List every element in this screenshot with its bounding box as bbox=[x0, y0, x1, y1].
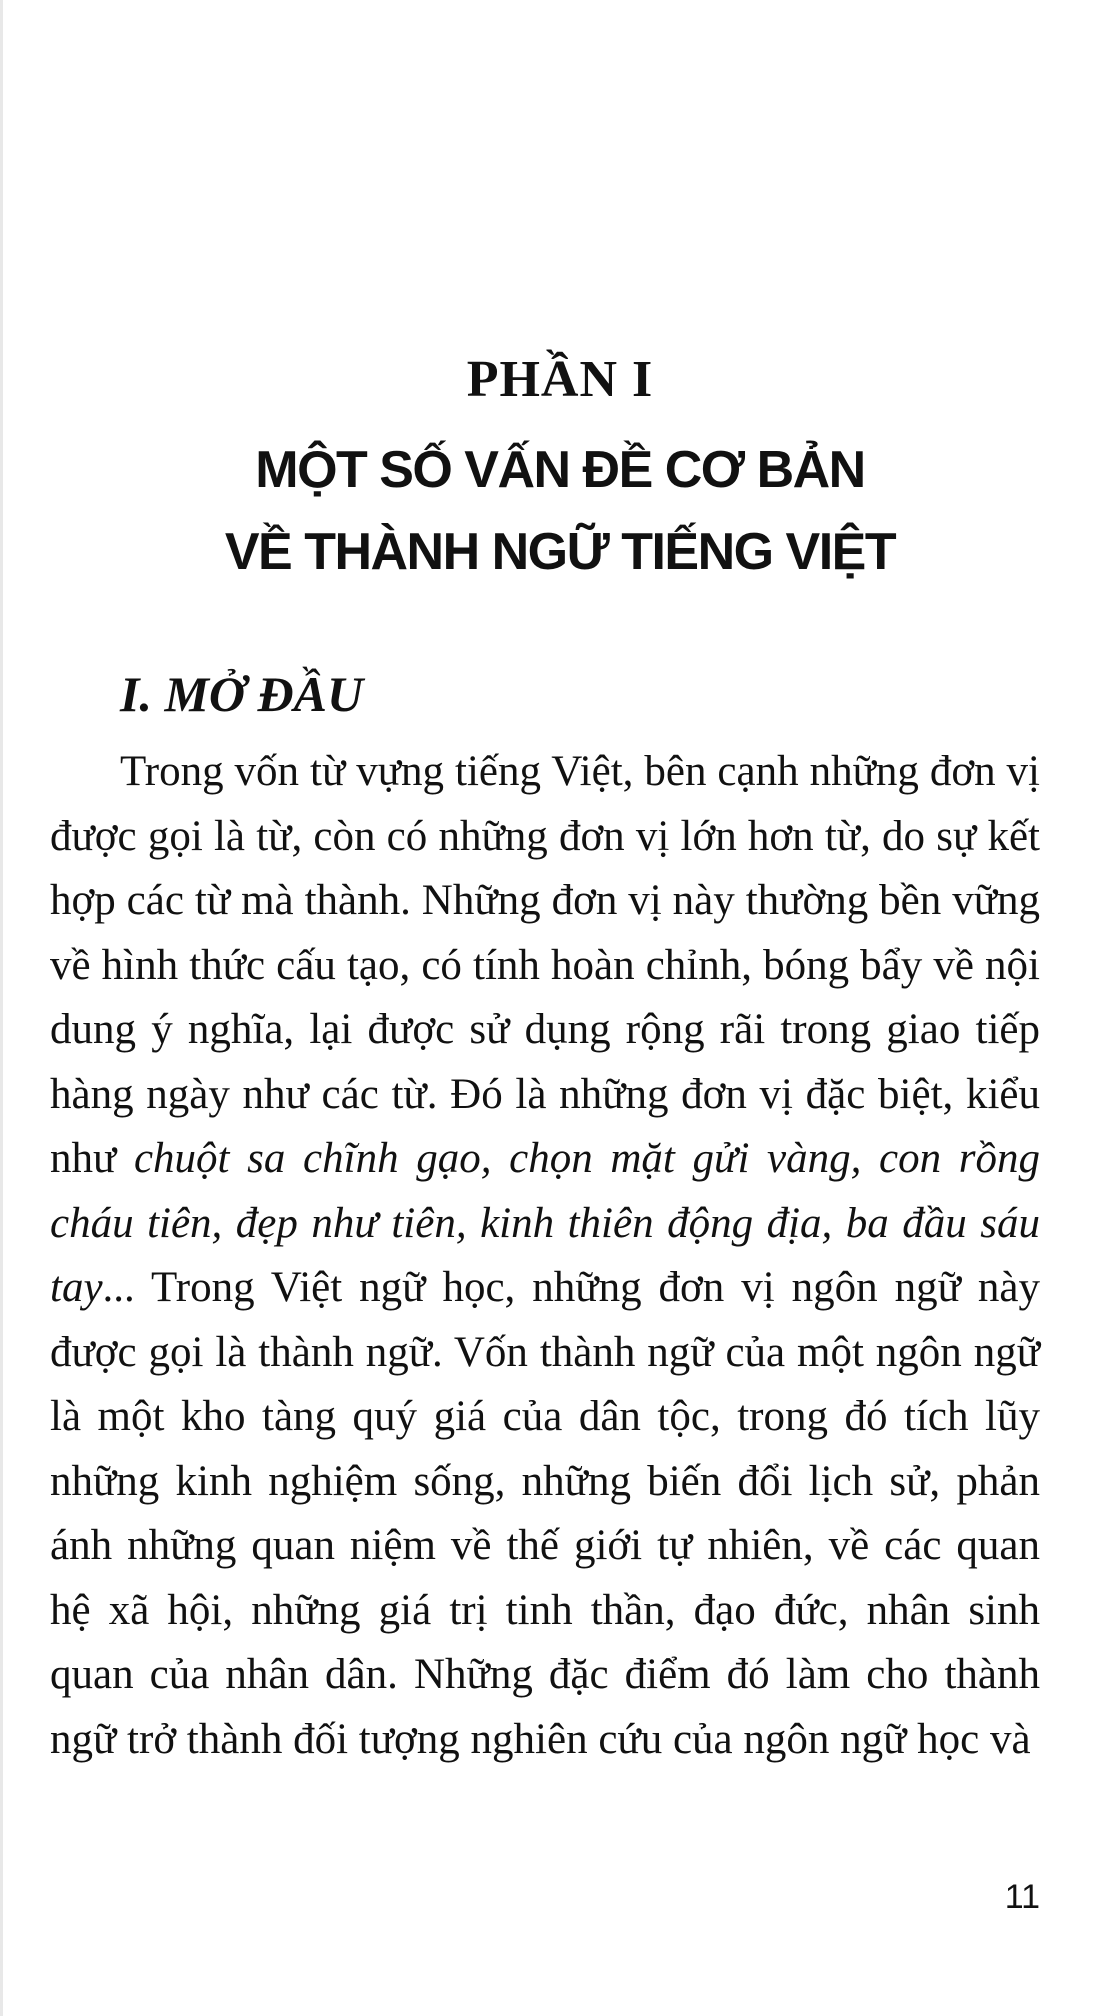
paragraph-text-after: ... Trong Việt ngữ học, những đơn vị ngôn ngữ này được gọi là thành ngữ. Vốn thành ngữ của một ngôn ngữ là một kho tàng quý giá của dân tộc, trong đó tích lũy những kinh nghiệm sống, những biến đổi lịch sử, phản ánh những quan niệm về thế giới tự nhiên, về các quan hệ xã hội, những giá trị tinh thần, đạo đức, nhân sinh quan của nhân dân. Những đặc điểm đó làm cho thành ngữ trở thành đối tượng nghiên cứu của ngôn ngữ học và bbox=[50, 1264, 1040, 1763]
chapter-title-line-2: VỀ THÀNH NGỮ TIẾNG VIỆT bbox=[224, 523, 896, 581]
part-title: PHẦN I bbox=[466, 351, 654, 408]
section-title: I. MỞ ĐẦU bbox=[120, 666, 364, 722]
idiom-examples: chuột sa chĩnh gạo, chọn mặt gửi vàng, con rồng cháu tiên, đẹp như tiên, kinh thiên động địa, ba đầu sáu tay bbox=[50, 1135, 1040, 1311]
page-edge bbox=[0, 0, 3, 2016]
body-paragraph bbox=[50, 740, 1040, 1772]
chapter-title-line-1: MỘT SỐ VẤN ĐỀ CƠ BẢN bbox=[255, 441, 865, 499]
paragraph-text-before: Trong vốn từ vựng tiếng Việt, bên cạnh những đơn vị được gọi là từ, còn có những đơn vị lớn hơn từ, do sự kết hợp các từ mà thành. Những đơn vị này thường bền vững về hình thức cấu tạo, có tính hoàn chỉnh, bóng bẩy về nội dung ý nghĩa, lại được sử dụng rộng rãi trong giao tiếp hàng ngày như các từ. Đó là những đơn vị đặc biệt, kiểu như bbox=[50, 748, 1040, 1182]
page-number: 11 bbox=[1004, 1878, 1040, 1916]
